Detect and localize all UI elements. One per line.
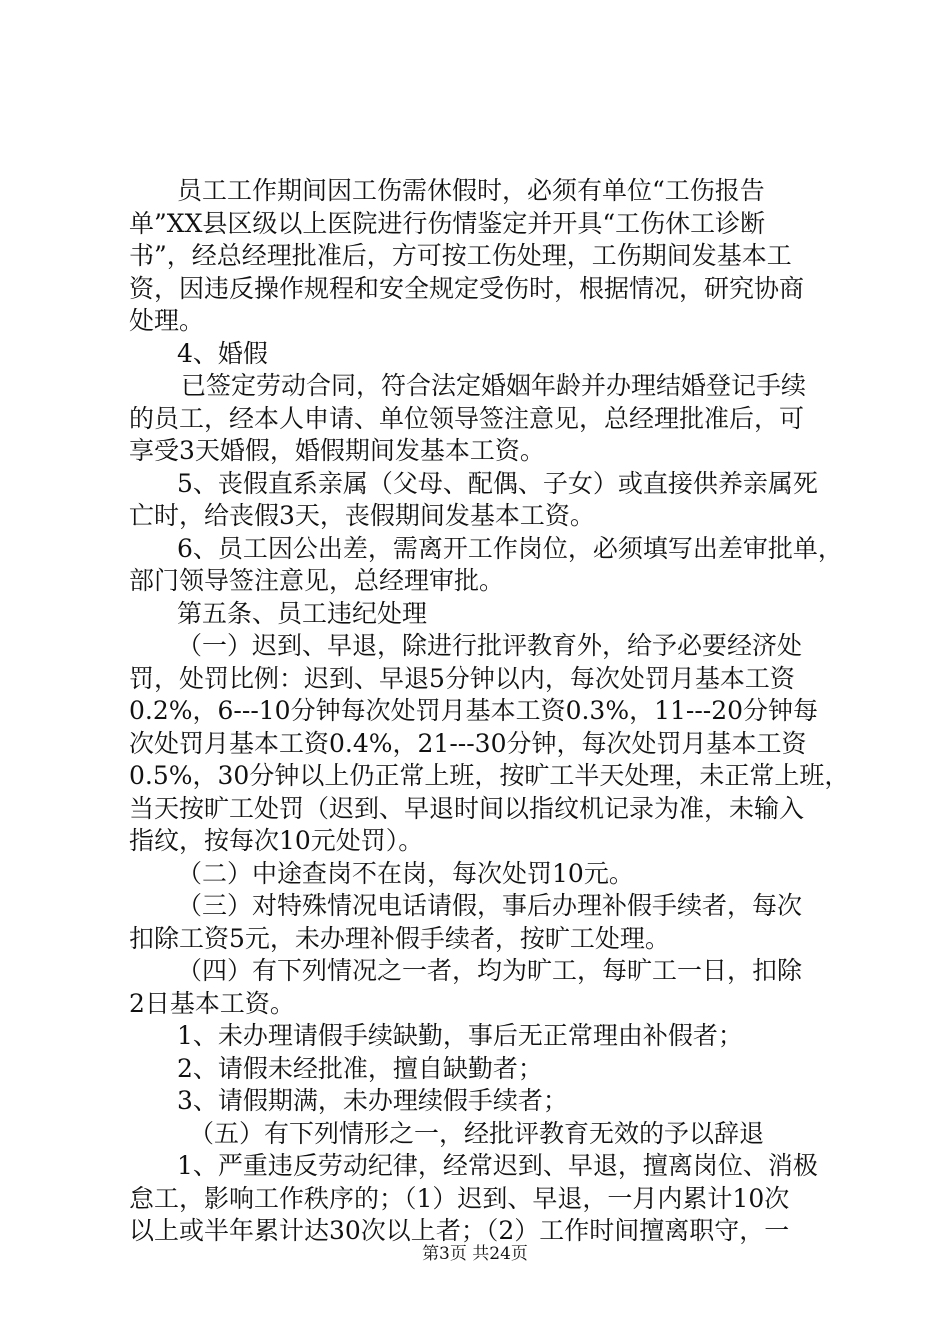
text-line: 书”，经总经理批准后，方可按工伤处理，工伤期间发基本工 — [129, 241, 792, 270]
text-line: 的员工，经本人申请、单位领导签注意见，总经理批准后，可 — [129, 403, 805, 433]
text-line: （三）对特殊情况电话请假，事后办理补假手续者，每次 — [177, 891, 803, 920]
document-body — [129, 175, 850, 1248]
text-line: 亡时，给丧假3天，丧假期间发基本工资。 — [129, 501, 595, 530]
text-line: 怠工，影响工作秩序的；（1）迟到、早退，一月内累计10次 — [129, 1183, 790, 1213]
text-line: 次处罚月基本工资0.4%，21---30分钟，每次处罚月基本工资 — [129, 728, 807, 758]
text-line: 员工工作期间因工伤需休假时，必须有单位“工伤报告 — [177, 176, 765, 205]
text-line: 处理。 — [129, 306, 205, 335]
text-line: 5、丧假直系亲属（父母、配偶、子女）或直接供养亲属死 — [177, 468, 818, 498]
text-line: 1、严重违反劳动纪律，经常迟到、早退，擅离岗位、消极 — [177, 1151, 818, 1180]
text-line: 单”XX县区级以上医院进行伤情鉴定并开具“工伤休工诊断 — [129, 208, 766, 238]
text-line: （一）迟到、早退，除进行批评教育外，给予必要经济处 — [177, 631, 803, 660]
text-line: 指纹，按每次10元处罚）。 — [129, 826, 424, 855]
text-line: （二）中途查岗不在岗，每次处罚10元。 — [177, 858, 634, 888]
text-line: 第五条、员工违纪处理 — [177, 598, 428, 628]
text-line: 扣除工资5元，未办理补假手续者，按旷工处理。 — [129, 923, 670, 953]
text-line: 1、未办理请假手续缺勤，事后无正常理由补假者； — [177, 1021, 743, 1050]
text-line: 0.2%，6---10分钟每次处罚月基本工资0.3%，11---20分钟每 — [129, 696, 819, 725]
text-line: 以上或半年累计达30次以上者；（2）工作时间擅离职守，一 — [129, 1216, 790, 1245]
text-line: 已签定劳动合同，符合法定婚姻年龄并办理结婚登记手续 — [181, 371, 807, 400]
text-line: （五）有下列情形之一，经批评教育无效的予以辞退 — [189, 1118, 765, 1148]
text-line: （四）有下列情况之一者，均为旷工，每旷工一日，扣除 — [177, 956, 803, 985]
text-line: 资，因违反操作规程和安全规定受伤时，根据情况，研究协商 — [129, 273, 805, 303]
text-line: 当天按旷工处罚（迟到、早退时间以指纹机记录为准，未输入 — [129, 793, 805, 823]
text-line: 享受3天婚假，婚假期间发基本工资。 — [129, 436, 545, 465]
text-line: 3、请假期满，未办理续假手续者； — [177, 1086, 568, 1115]
text-line: 2日基本工资。 — [129, 988, 295, 1018]
text-line: 部门领导签注意见，总经理审批。 — [129, 566, 505, 595]
text-line: 罚，处罚比例：迟到、早退5分钟以内，每次处罚月基本工资 — [129, 663, 795, 693]
page-number-footer: 第3页 共24页 — [422, 1244, 528, 1264]
text-line: 2、请假未经批准，擅自缺勤者； — [177, 1053, 543, 1083]
text-line: 4、婚假 — [177, 338, 268, 368]
text-line: 0.5%，30分钟以上仍正常上班，按旷工半天处理，未正常上班， — [129, 761, 850, 790]
text-line: 6、员工因公出差，需离开工作岗位，必须填写出差审批单， — [177, 533, 843, 563]
